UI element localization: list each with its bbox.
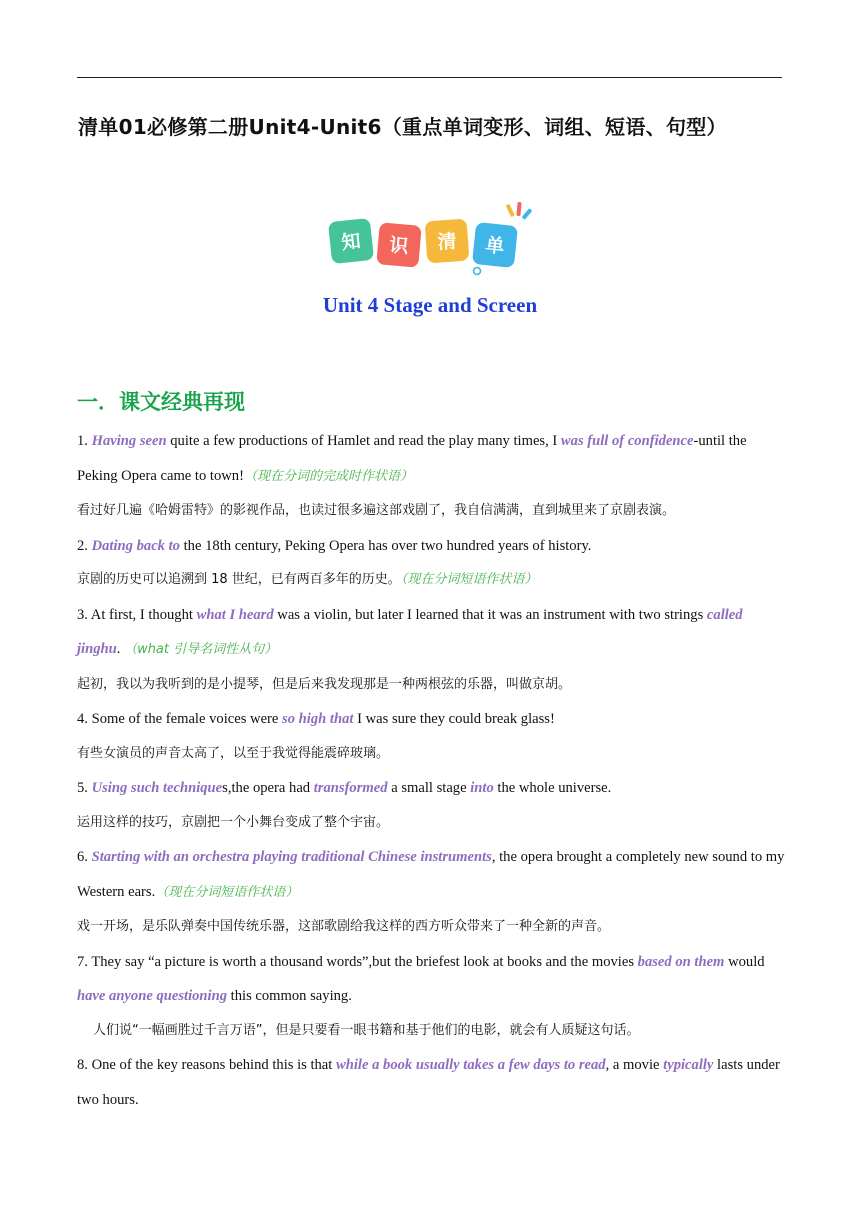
highlighted-phrase: while a book usually takes a few days to read — [336, 1057, 606, 1073]
chinese-translation — [77, 668, 787, 703]
logo-tile-label: 知 — [340, 230, 362, 254]
highlighted-phrase: have anyone questioning — [77, 988, 228, 1004]
highlighted-phrase: Having seen — [91, 433, 167, 449]
highlighted-phrase: Dating back to — [91, 537, 180, 554]
sentence-text: 1. — [77, 433, 92, 449]
sentence-text: 3. At first, I thought — [77, 606, 197, 623]
chinese-translation — [77, 806, 787, 841]
logo-tile-label: 识 — [388, 234, 410, 258]
confetti-icon — [522, 208, 533, 220]
sentence-text: 京剧的历史可以追溯到 18 世纪，已有两百多年的历史。 — [77, 572, 401, 587]
logo-tile — [376, 222, 422, 268]
sentence-text: 戏一开场，是乐队弹奏中国传统乐器，这部歌剧给我这样的西方听众带来了一种全新的声音。 — [77, 919, 611, 934]
grammar-note: （现在分词短语作状语） — [155, 884, 299, 900]
sentence-text: , a movie — [605, 1057, 664, 1073]
logo-tile-label: 清 — [436, 230, 458, 254]
knowledge-list-logo — [324, 198, 539, 280]
sentence-list — [77, 424, 787, 1117]
english-sentence — [77, 840, 787, 910]
highlighted-phrase: typically — [663, 1057, 714, 1073]
grammar-note: （现在分词短语作状语） — [400, 572, 538, 587]
sentence-text: , the opera brought a completely new sound to my Western ears. — [77, 849, 785, 900]
confetti-icon — [516, 202, 521, 216]
logo-tile-label: 单 — [484, 234, 506, 258]
english-sentence — [77, 945, 787, 1014]
sentence-text: quite a few productions of Hamlet and read the play many times, I — [166, 433, 561, 449]
chinese-translation — [77, 737, 787, 772]
document-title: 清单01必修第二册Unit4-Unit6（重点单词变形、词组、短语、句型） — [78, 115, 727, 139]
sentence-text: the whole universe. — [493, 780, 612, 796]
highlighted-phrase: transformed — [313, 780, 388, 796]
chinese-translation — [77, 910, 787, 945]
unit-title: Unit 4 Stage and Screen — [322, 293, 538, 317]
chinese-translation — [77, 563, 787, 598]
ring-decoration-icon — [474, 268, 481, 275]
sentence-item — [77, 598, 787, 703]
sentence-text: 看过好几遍《哈姆雷特》的影视作品，也读过很多遍这部戏剧了，我自信满满，直到城里来了京剧表演。 — [77, 503, 676, 518]
logo-tile — [472, 222, 518, 268]
sentence-text: -until the Peking Opera came to town! — [77, 433, 747, 484]
sentence-text: this common saying. — [227, 988, 352, 1004]
sentence-item — [77, 529, 787, 598]
sentence-item — [77, 424, 787, 529]
sentence-text: lasts under two hours. — [77, 1057, 780, 1108]
section-heading: 一．课文经典再现 — [77, 390, 245, 414]
sentence-text: 6. — [77, 849, 92, 865]
sentence-text: s,the opera had — [222, 780, 314, 796]
sentence-text: a small stage — [387, 780, 471, 796]
highlighted-phrase: so high that — [282, 711, 354, 727]
sentence-text: 起初，我以为我听到的是小提琴，但是后来我发现那是一种两根弦的乐器，叫做京胡。 — [77, 676, 572, 692]
sentence-text: 8. One of the key reasons behind this is that — [77, 1057, 336, 1073]
sentence-text: 运用这样的技巧，京剧把一个小舞台变成了整个宇宙。 — [77, 814, 390, 830]
grammar-note: （what 引导名词性从句） — [124, 642, 278, 657]
sentence-text: I was sure they could break glass! — [353, 711, 555, 727]
confetti-icon — [506, 204, 515, 217]
grammar-note: （现在分词的完成时作状语） — [243, 468, 413, 484]
highlighted-phrase: Starting with an orchestra playing traditional Chinese instruments — [91, 849, 492, 865]
english-sentence — [77, 424, 787, 494]
highlighted-phrase: Using such technique — [91, 780, 223, 796]
sentence-text: the 18th century, Peking Opera has over two hundred years of history. — [179, 537, 592, 554]
sentence-text: 5. — [77, 780, 92, 796]
logo-tile — [425, 219, 470, 264]
logo-tile — [328, 218, 374, 264]
highlighted-phrase: what I heard — [196, 606, 274, 623]
english-sentence — [77, 702, 787, 737]
sentence-item — [77, 945, 787, 1049]
chinese-translation — [77, 1014, 787, 1049]
english-sentence — [77, 771, 787, 806]
sentence-item — [77, 840, 787, 945]
sentence-text: 7. They say “a picture is worth a thousand words”,but the briefest look at books and the movies — [77, 953, 638, 970]
highlighted-phrase: called jinghu — [77, 606, 743, 657]
header-rule — [77, 77, 782, 78]
sentence-text: 有些女演员的声音太高了，以至于我觉得能震碎玻璃。 — [77, 745, 390, 761]
sentence-item — [77, 1048, 787, 1117]
english-sentence — [77, 598, 787, 668]
chinese-translation — [77, 494, 787, 529]
highlighted-phrase: into — [470, 780, 494, 796]
sentence-text: . — [116, 641, 125, 657]
sentence-item — [77, 771, 787, 840]
sentence-text: was a violin, but later I learned that it was an instrument with two strings — [273, 606, 707, 623]
sentence-text: 2. — [77, 537, 92, 554]
sentence-text: 人们说“一幅画胜过千言万语”，但是只要看一眼书籍和基于他们的电影，就会有人质疑这句话。 — [93, 1022, 640, 1038]
highlighted-phrase: was full of confidence — [560, 433, 694, 449]
sentence-text: 4. Some of the female voices were — [77, 711, 283, 727]
sentence-item — [77, 702, 787, 771]
highlighted-phrase: based on them — [637, 953, 725, 970]
sentence-text: would — [724, 953, 765, 970]
english-sentence — [77, 1048, 787, 1117]
english-sentence — [77, 529, 787, 564]
